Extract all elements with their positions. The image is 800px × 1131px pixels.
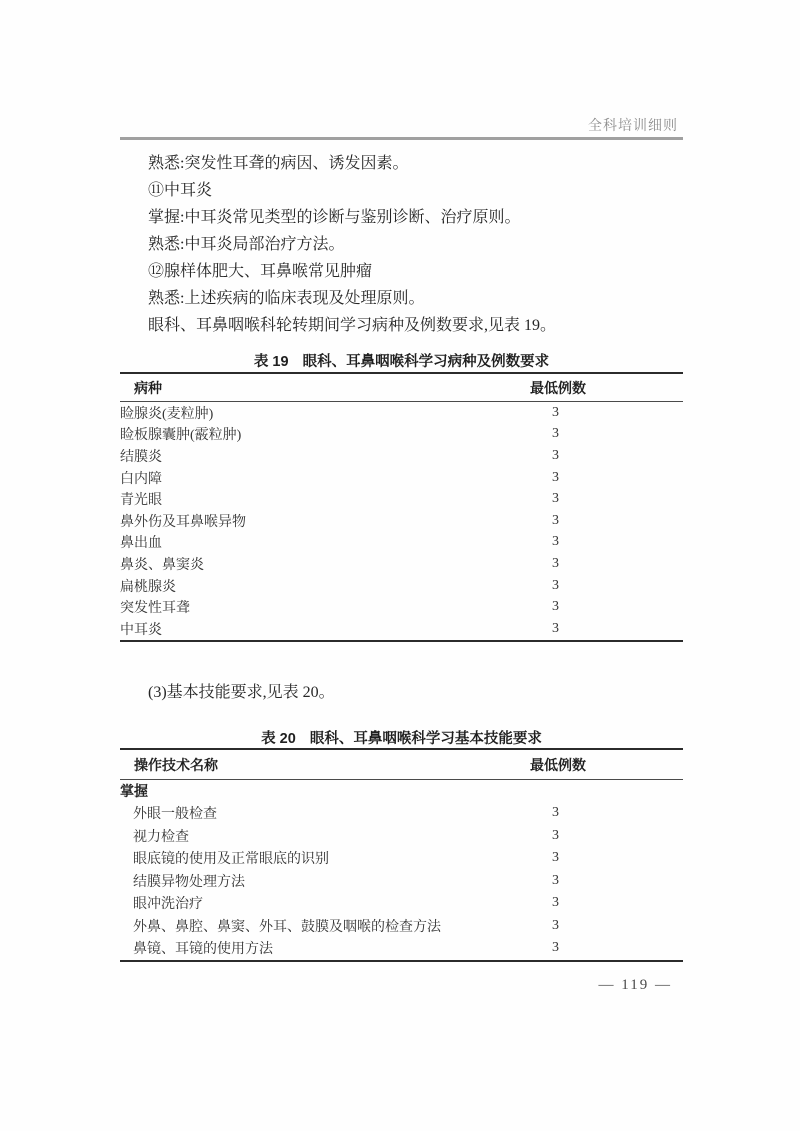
min-cases: 3 <box>552 917 559 933</box>
skill-name: 结膜异物处理方法 <box>133 874 245 890</box>
min-cases: 3 <box>552 827 559 843</box>
table-row <box>120 488 683 510</box>
min-cases: 3 <box>552 895 559 911</box>
table-row <box>120 915 683 938</box>
table-row <box>120 510 683 532</box>
paragraph: 熟悉:突发性耳聋的病因、诱发因素。 <box>148 155 409 172</box>
table19-title-text: 眼科、耳鼻咽喉科学习病种及例数要求 <box>302 354 550 370</box>
table19-title <box>120 350 683 371</box>
table-row <box>120 802 683 825</box>
paragraph: 熟悉:中耳炎局部治疗方法。 <box>148 236 345 253</box>
min-cases: 3 <box>552 850 559 866</box>
table-row <box>120 618 683 640</box>
table20-title <box>120 727 683 748</box>
min-cases: 3 <box>552 491 559 507</box>
paragraph: 眼科、耳鼻咽喉科轮转期间学习病种及例数要求,见表 19。 <box>148 317 557 334</box>
disease-name: 扁桃腺炎 <box>120 579 176 595</box>
disease-name: 结膜炎 <box>120 449 162 465</box>
disease-name: 鼻炎、鼻窦炎 <box>120 557 204 573</box>
min-cases: 3 <box>552 555 559 571</box>
table20-title-text: 眼科、耳鼻咽喉科学习基本技能要求 <box>309 731 542 747</box>
skill-name: 视力检查 <box>133 829 189 845</box>
min-cases: 3 <box>552 447 559 463</box>
min-cases: 3 <box>552 805 559 821</box>
disease-name: 白内障 <box>120 471 162 487</box>
disease-name: 突发性耳聋 <box>120 601 190 617</box>
disease-name: 中耳炎 <box>120 622 162 638</box>
table-row <box>120 825 683 848</box>
table19-label: 表 19 <box>253 354 289 370</box>
header-rule <box>120 137 683 140</box>
min-cases: 3 <box>552 469 559 485</box>
disease-name: 睑腺炎(麦粒肿) <box>120 406 214 422</box>
skill-name: 外眼一般检查 <box>133 807 217 823</box>
table19 <box>120 372 683 642</box>
skill-name: 鼻镜、耳镜的使用方法 <box>133 942 273 958</box>
min-cases: 3 <box>552 620 559 636</box>
paragraph: ⑫腺样体肥大、耳鼻喉常见肿瘤 <box>148 263 373 280</box>
table20-label: 表 20 <box>261 731 296 747</box>
disease-name: 鼻出血 <box>120 536 162 552</box>
table19-header-min-cases: 最低例数 <box>530 379 586 396</box>
table20 <box>120 748 683 962</box>
skill-name: 眼底镜的使用及正常眼底的识别 <box>133 852 329 868</box>
min-cases: 3 <box>552 872 559 888</box>
table-row <box>120 445 683 467</box>
min-cases: 3 <box>552 534 559 550</box>
paragraph: 掌握:中耳炎常见类型的诊断与鉴别诊断、治疗原则。 <box>148 209 521 226</box>
table-row <box>120 847 683 870</box>
disease-name: 睑板腺囊肿(霰粒肿) <box>120 428 242 444</box>
table-row <box>120 892 683 915</box>
skill-name: 外鼻、鼻腔、鼻窦、外耳、鼓膜及咽喉的检查方法 <box>133 919 441 935</box>
body-text <box>148 150 668 339</box>
table19-header-row <box>120 374 683 402</box>
table-row <box>120 553 683 575</box>
paragraph: ⑪中耳炎 <box>148 182 213 199</box>
paragraph: 熟悉:上述疾病的临床表现及处理原则。 <box>148 290 425 307</box>
table19-header-disease: 病种 <box>134 379 162 396</box>
min-cases: 3 <box>552 940 559 956</box>
table-row <box>120 467 683 489</box>
table-row <box>120 937 683 960</box>
disease-name: 鼻外伤及耳鼻喉异物 <box>120 514 246 530</box>
table-row <box>120 575 683 597</box>
table-row <box>120 532 683 554</box>
min-cases: 3 <box>552 599 559 615</box>
running-head: 全科培训细则 <box>588 117 678 133</box>
min-cases: 3 <box>552 512 559 528</box>
table-row <box>120 870 683 893</box>
table20-header-min-cases: 最低例数 <box>530 756 586 773</box>
table-row <box>120 596 683 618</box>
section-note: (3)基本技能要求,见表 20。 <box>148 684 335 701</box>
min-cases: 3 <box>552 577 559 593</box>
skill-name: 眼冲洗治疗 <box>133 897 203 913</box>
table20-section-master: 掌握 <box>120 783 148 799</box>
table20-header-row <box>120 750 683 780</box>
table-row <box>120 424 683 446</box>
min-cases: 3 <box>552 404 559 420</box>
min-cases: 3 <box>552 426 559 442</box>
disease-name: 青光眼 <box>120 493 162 509</box>
table-row <box>120 402 683 424</box>
page-number: — 119 — <box>598 977 672 993</box>
table20-header-skill: 操作技术名称 <box>134 756 218 773</box>
